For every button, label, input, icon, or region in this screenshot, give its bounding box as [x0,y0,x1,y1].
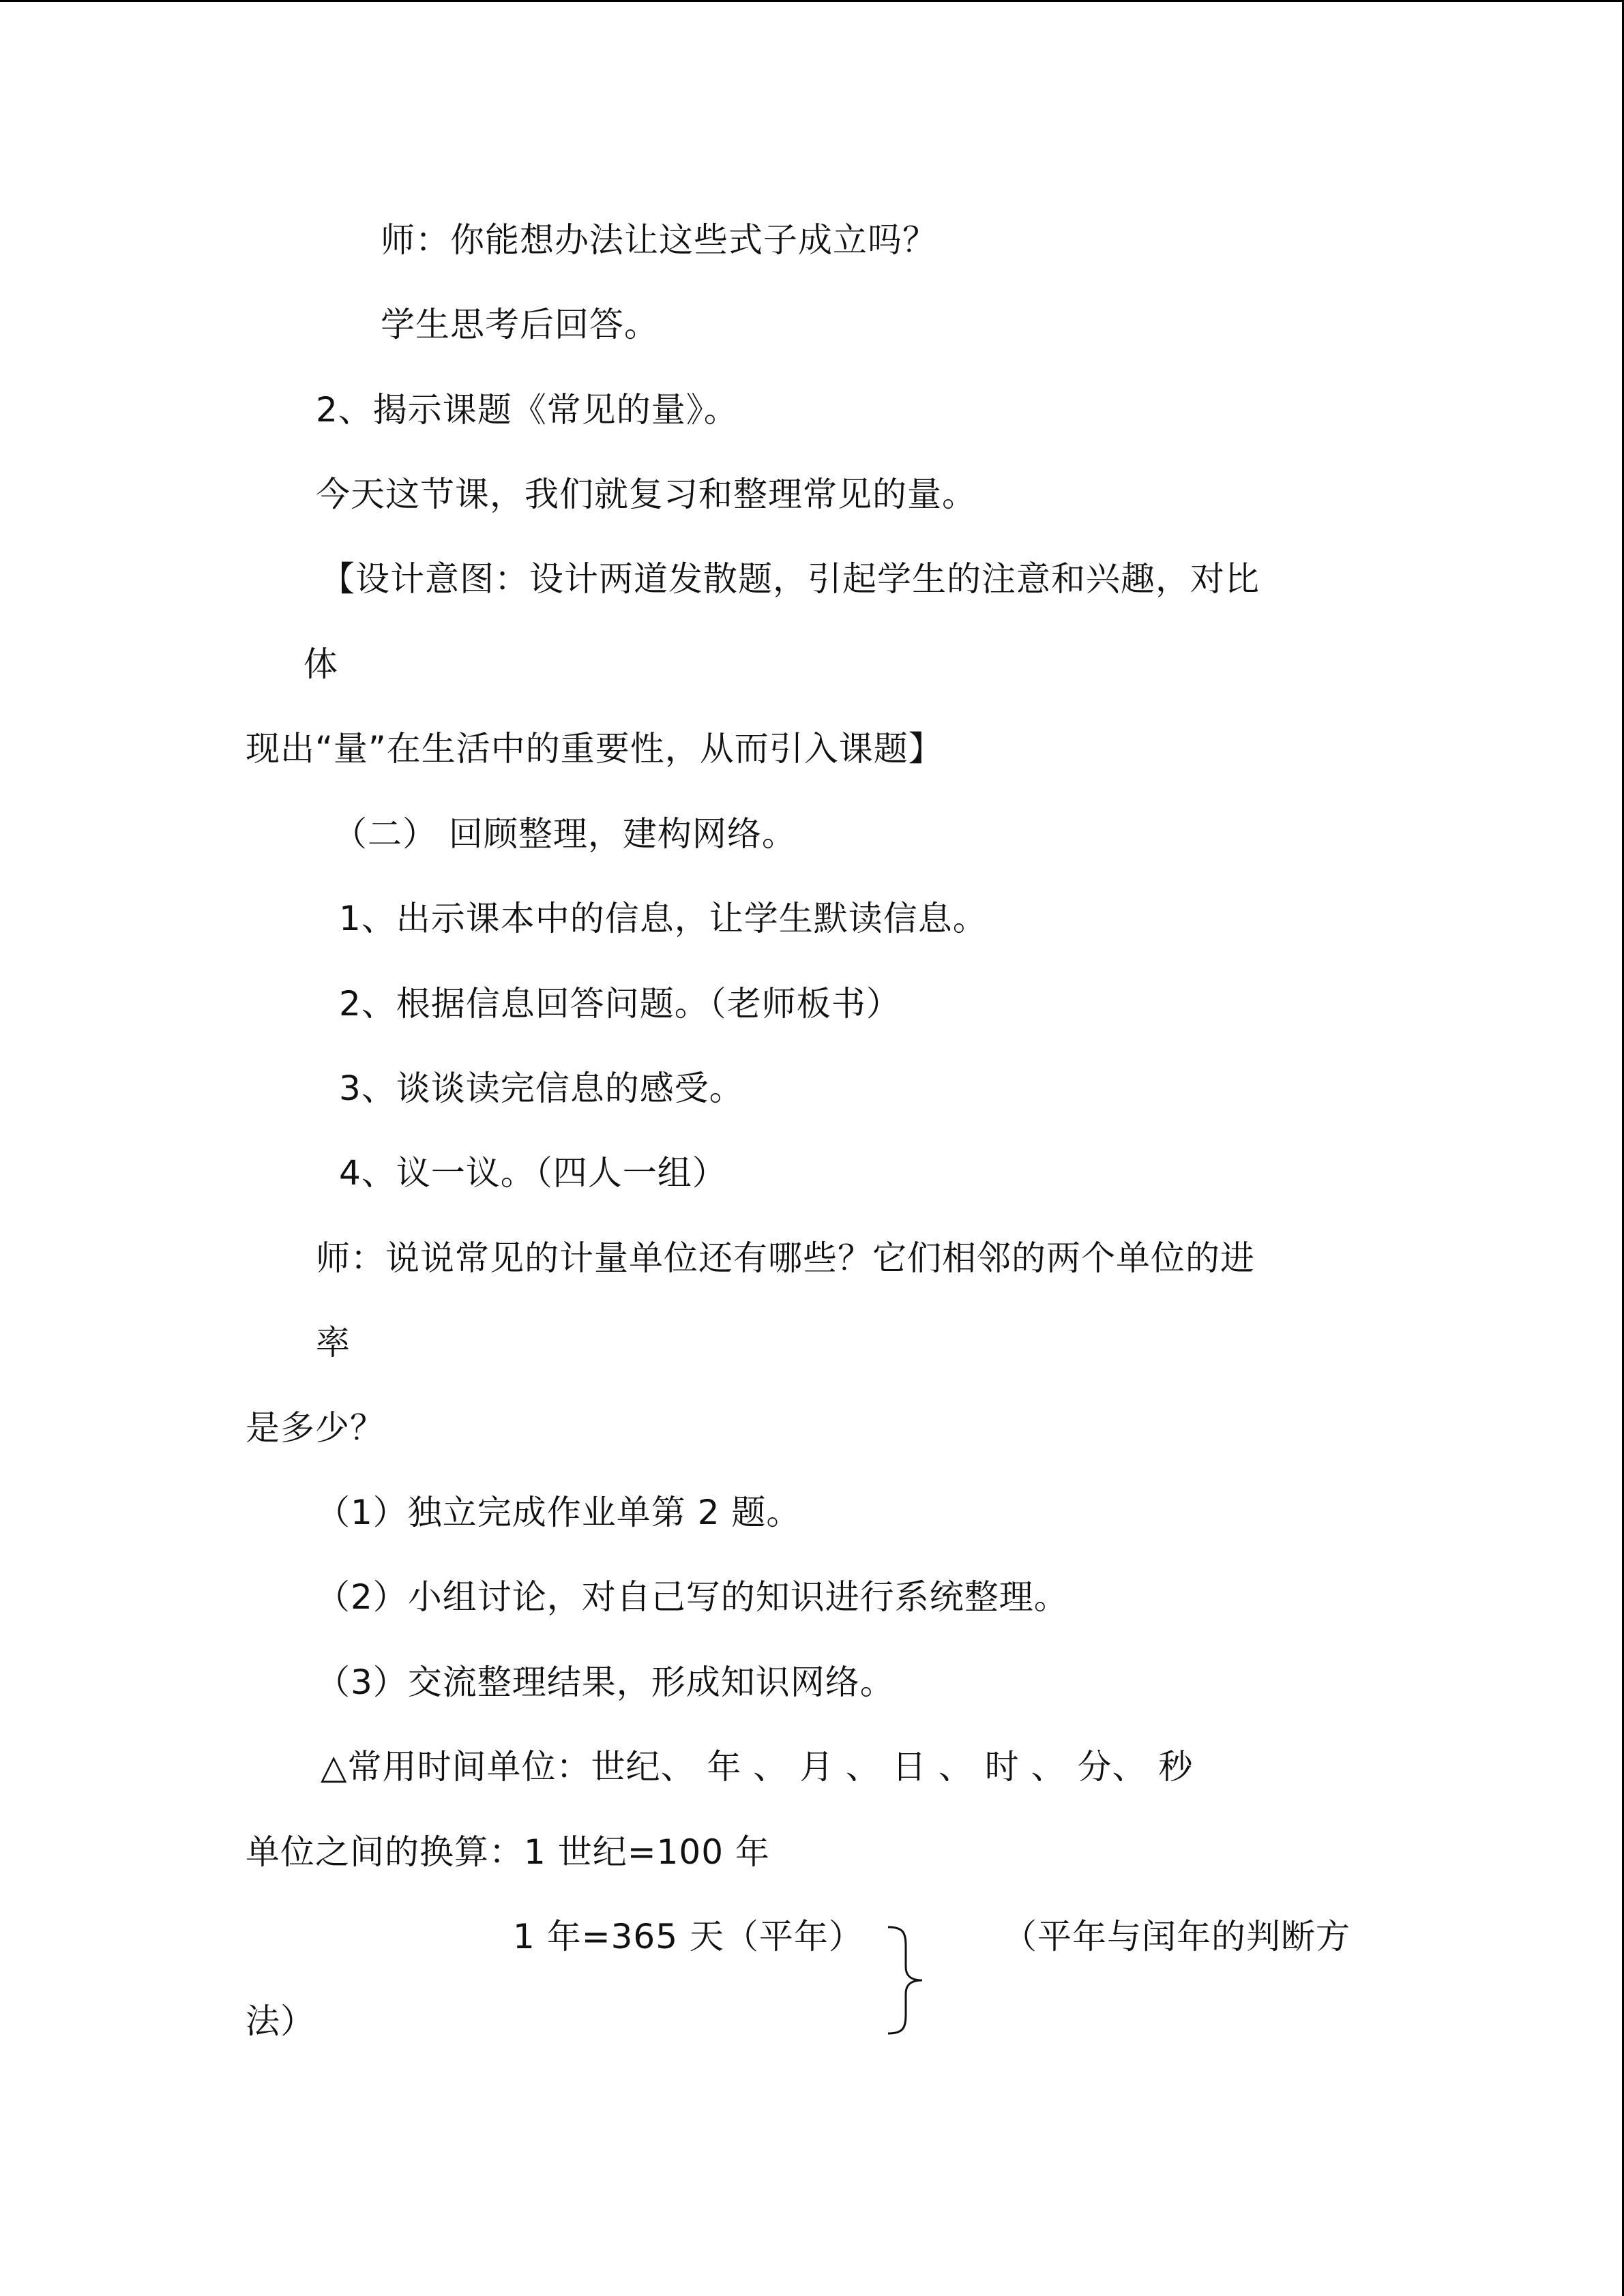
text-line-year-days: 1 年=365 天（平年） [513,1917,863,1956]
text-line-step-3: 3、谈谈读完信息的感受。 [339,1069,744,1108]
text-line-leap-year-note: （平年与闰年的判断方 [1003,1917,1350,1956]
text-line-conversion: 单位之间的换算：1 世纪=100 年 [246,1832,770,1872]
section-heading-review: （二） 回顾整理，建构网络。 [333,814,797,854]
text-line-time-units: △常用时间单位：世纪、 年 、 月 、 日 、 时 、 分、 秒 [321,1747,1194,1787]
text-line-units-end: 是多少？ [246,1408,385,1448]
text-line-step-1: 1、出示课本中的信息，让学生默读信息。 [339,899,988,938]
text-line-design-intent-wrap: 体 [304,644,338,684]
text-line-task-2: （2）小组讨论，对自己写的知识进行系统整理。 [316,1577,1069,1617]
text-line-step-4: 4、议一议。（四人一组） [339,1153,727,1193]
text-line-reveal-topic: 2、揭示课题《常见的量》。 [316,390,739,430]
curly-brace-icon [885,1924,926,2036]
text-line-student-answer: 学生思考后回答。 [381,305,659,344]
text-line-task-3: （3）交流整理结果，形成知识网络。 [316,1663,895,1702]
text-line-design-intent-end: 现出“量”在生活中的重要性，从而引入课题】 [246,729,943,769]
text-line-units-wrap: 率 [316,1323,351,1362]
text-line-step-2: 2、根据信息回答问题。（老师板书） [339,984,901,1024]
text-line-teacher-units: 师：说说常见的计量单位还有哪些？它们相邻的两个单位的进 [316,1238,1255,1278]
page-border-top [0,0,1624,2]
text-line-leap-year-note-end: 法） [246,2001,315,2041]
text-line-design-intent: 【设计意图：设计两道发散题，引起学生的注意和兴趣，对比 [321,559,1260,599]
text-line-teacher-question: 师：你能想办法让这些式子成立吗？ [381,220,937,260]
text-line-task-1: （1）独立完成作业单第 2 题。 [316,1493,801,1532]
text-line-today-lesson: 今天这节课，我们就复习和整理常见的量。 [316,475,977,514]
